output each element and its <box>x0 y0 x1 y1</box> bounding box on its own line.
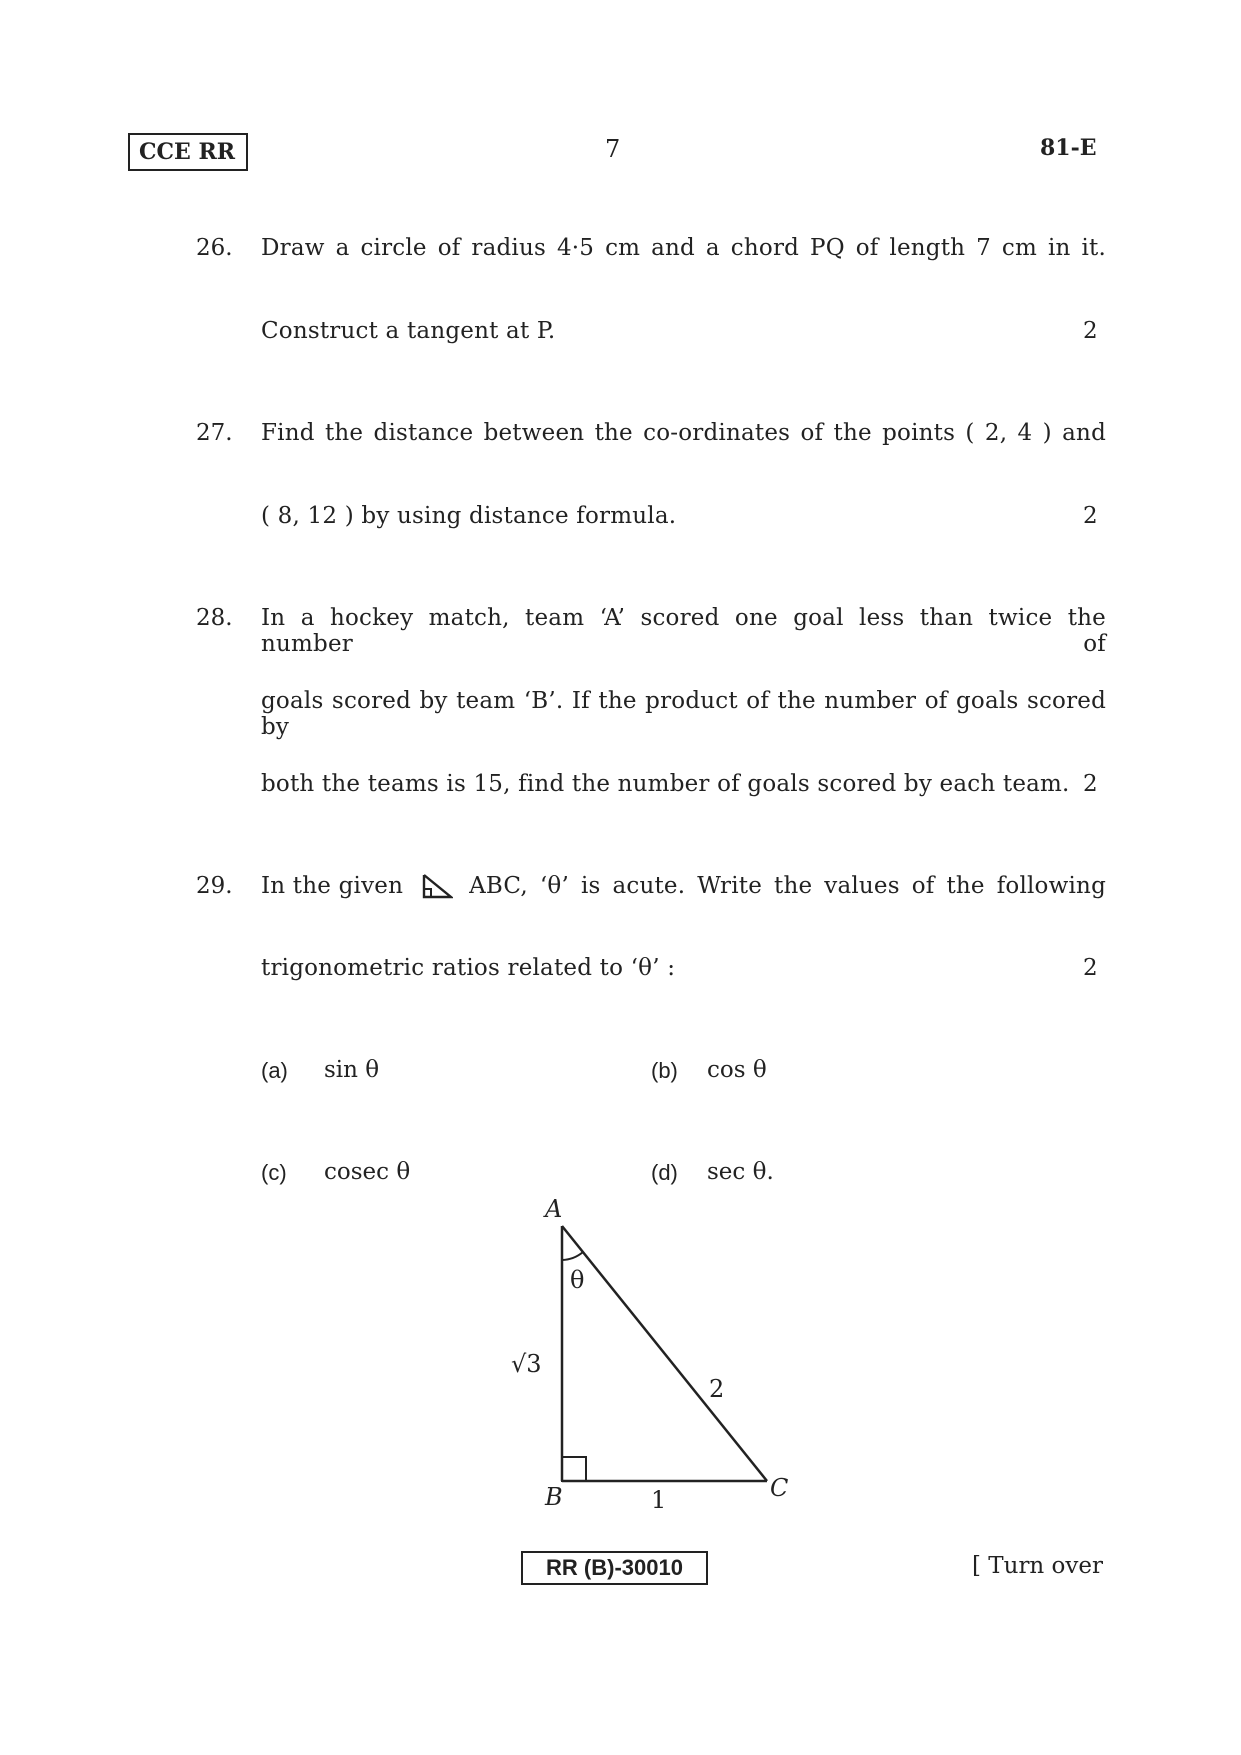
question-28-number: 28. <box>196 605 233 631</box>
question-26-line-1: Draw a circle of radius 4·5 cm and a chord PQ of length 7 cm in it. <box>261 235 1106 261</box>
question-28-line-1: In a hockey match, team ‘A’ scored one goal less than twice the number of <box>261 605 1106 657</box>
right-angle-marker <box>562 1457 586 1481</box>
footer-code-box: RR (B)-30010 <box>521 1551 708 1585</box>
question-29-marks: 2 <box>1083 955 1098 981</box>
option-b-text: cos θ <box>707 1057 767 1083</box>
side-bc-length: 1 <box>651 1486 667 1514</box>
side-ab-length: √3 <box>511 1350 542 1378</box>
option-c-text: cosec θ <box>324 1159 411 1185</box>
side-ac <box>562 1226 767 1481</box>
question-28-marks: 2 <box>1083 771 1098 797</box>
vertex-a-label: A <box>545 1195 563 1223</box>
question-29-number: 29. <box>196 873 233 899</box>
angle-theta-arc <box>562 1252 583 1260</box>
question-29-line-1-post: ABC, ‘θ’ is acute. Write the values of the following <box>469 873 1106 899</box>
question-27-marks: 2 <box>1083 503 1098 529</box>
question-27-number: 27. <box>196 420 233 446</box>
turn-over-text: [ Turn over <box>972 1553 1104 1579</box>
question-26-number: 26. <box>196 235 233 261</box>
option-a-label: (a) <box>261 1058 288 1083</box>
option-b-label: (b) <box>651 1058 678 1083</box>
option-c-label: (c) <box>261 1160 287 1185</box>
page-number: 7 <box>605 135 621 163</box>
header-code-box: CCE RR <box>128 133 248 171</box>
question-28-line-3: both the teams is 15, find the number of goals scored by each team. <box>261 771 1070 797</box>
angle-theta-label: θ <box>570 1266 585 1294</box>
question-26-line-2: Construct a tangent at P. <box>261 318 556 344</box>
vertex-c-label: C <box>770 1474 789 1502</box>
question-29-line-2: trigonometric ratios related to ‘θ’ : <box>261 955 676 981</box>
question-28-line-2: goals scored by team ‘B’. If the product of the number of goals scored by <box>261 688 1106 740</box>
option-d-text: sec θ. <box>707 1159 774 1185</box>
vertex-b-label: B <box>545 1483 563 1511</box>
question-26-marks: 2 <box>1083 318 1098 344</box>
question-27-line-2: ( 8, 12 ) by using distance formula. <box>261 503 677 529</box>
option-d-label: (d) <box>651 1160 678 1185</box>
question-29-line-1-pre: In the given <box>261 873 404 899</box>
question-27-line-1: Find the distance between the co-ordinates of the points ( 2, 4 ) and <box>261 420 1106 446</box>
option-a-text: sin θ <box>324 1057 380 1083</box>
paper-code: 81-E <box>1040 135 1097 161</box>
side-ac-length: 2 <box>709 1375 725 1403</box>
